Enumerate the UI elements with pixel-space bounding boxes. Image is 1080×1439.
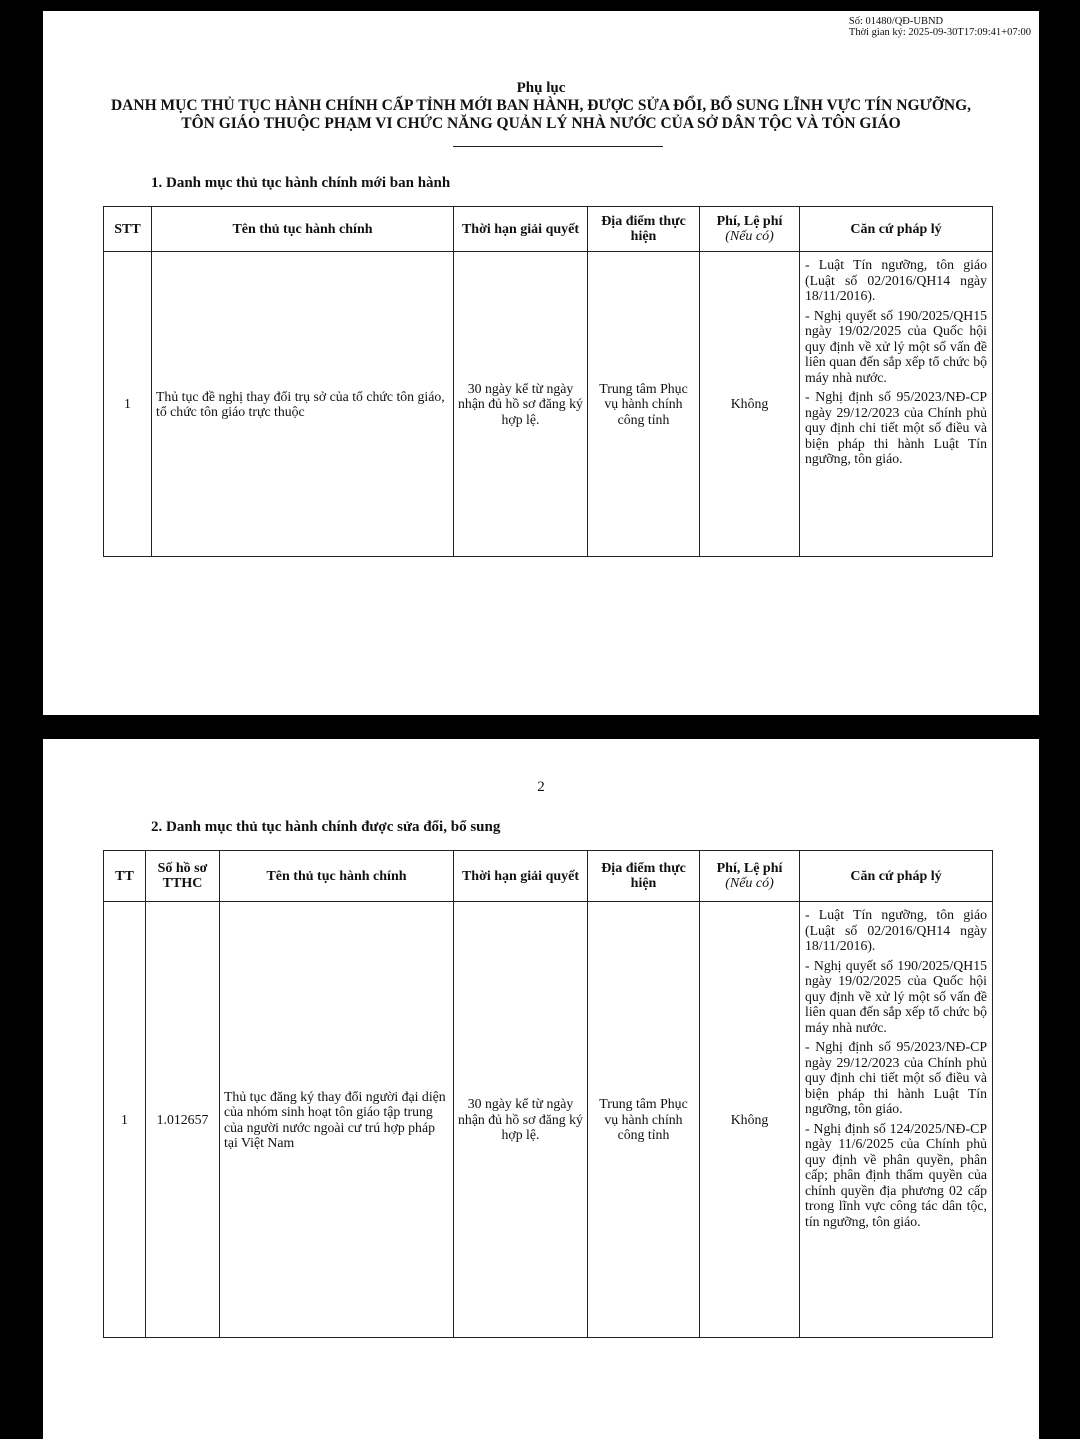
col-header-tt: TT xyxy=(104,851,146,902)
stamp-number: Số: 01480/QĐ-UBND xyxy=(848,16,944,27)
col-header-name: Tên thủ tục hành chính xyxy=(152,207,454,252)
cell-record-no: 1.012657 xyxy=(146,902,220,1338)
legal-item: - Luật Tín ngưỡng, tôn giáo (Luật số 02/2016/QH14 ngày 18/11/2016). xyxy=(805,257,987,303)
signature-stamp xyxy=(849,16,1031,38)
col-header-deadline: Thời hạn giải quyết xyxy=(454,207,588,252)
cell-legal-basis xyxy=(800,902,993,1338)
cell-fee: Không xyxy=(700,252,800,557)
fee-label: Phí, Lệ phí xyxy=(716,861,783,876)
page-number: 2 xyxy=(537,779,545,795)
cell-location: Trung tâm Phục vụ hành chính công tỉnh xyxy=(588,252,700,557)
cell-location: Trung tâm Phục vụ hành chính công tỉnh xyxy=(588,902,700,1338)
procedure-table-new xyxy=(103,206,993,557)
document-title: DANH MỤC THỦ TỤC HÀNH CHÍNH CẤP TỈNH MỚI BAN HÀNH, ĐƯỢC SỬA ĐỔI, BỔ SUNG LĨNH VỰC TÍN NGƯỠNG, TÔN GIÁO THUỘC PHẠM VI CHỨC NĂNG QUẢN LÝ NHÀ NƯỚC CỦA SỞ DÂN TỘC VÀ TÔN GIÁO xyxy=(110,97,972,132)
col-header-record-no: Số hồ sơ TTHC xyxy=(146,851,220,902)
section-2-heading: 2. Danh mục thủ tục hành chính được sửa đổi, bổ sung xyxy=(151,819,501,835)
section-1-heading: 1. Danh mục thủ tục hành chính mới ban hành xyxy=(151,175,451,191)
legal-item: - Nghị định số 124/2025/NĐ-CP ngày 11/6/2025 của Chính phủ quy định về phân quyền, phân cấp; phân định thẩm quyền của chính quyền địa phương 02 cấp trong lĩnh vực công tác dân tộc, tín ngưỡng, tôn giáo. xyxy=(805,1120,987,1229)
fee-label: Phí, Lệ phí xyxy=(716,214,783,229)
appendix-label: Phụ lục xyxy=(516,80,566,96)
stamp-time: Thời gian ký: 2025-09-30T17:09:41+07:00 xyxy=(848,27,1031,38)
document-page-2 xyxy=(43,739,1039,1439)
legal-item: - Nghị quyết số 190/2025/QH15 ngày 19/02/2025 của Quốc hội quy định về xử lý một số vấn đề liên quan đến sắp xếp tổ chức bộ máy nhà nước. xyxy=(805,957,987,1035)
legal-item: - Nghị định số 95/2023/NĐ-CP ngày 29/12/2023 của Chính phủ quy định chi tiết một số điều và biện pháp thi hành Luật Tín ngưỡng, tôn giáo. xyxy=(805,389,987,466)
fee-note: (Nếu có) xyxy=(725,229,774,244)
cell-fee: Không xyxy=(700,902,800,1338)
col-header-stt: STT xyxy=(104,207,152,252)
cell-deadline: 30 ngày kể từ ngày nhận đủ hồ sơ đăng ký hợp lệ. xyxy=(454,902,588,1338)
table-row xyxy=(104,252,993,557)
fee-note: (Nếu có) xyxy=(725,876,774,891)
col-header-legal-basis: Căn cứ pháp lý xyxy=(800,851,993,902)
document-page-1 xyxy=(43,11,1039,715)
cell-tt: 1 xyxy=(104,902,146,1338)
cell-procedure-name: Thủ tục đề nghị thay đổi trụ sở của tổ chức tôn giáo, tổ chức tôn giáo trực thuộc xyxy=(152,252,454,557)
table-header-row xyxy=(104,207,993,252)
col-header-fee xyxy=(700,851,800,902)
col-header-location: Địa điểm thực hiện xyxy=(588,851,700,902)
cell-stt: 1 xyxy=(104,252,152,557)
cell-legal-basis xyxy=(800,252,993,557)
cell-deadline: 30 ngày kể từ ngày nhận đủ hồ sơ đăng ký hợp lệ. xyxy=(454,252,588,557)
col-header-location: Địa điểm thực hiện xyxy=(588,207,700,252)
col-header-fee xyxy=(700,207,800,252)
col-header-legal-basis: Căn cứ pháp lý xyxy=(800,207,993,252)
col-header-name: Tên thủ tục hành chính xyxy=(220,851,454,902)
legal-item: - Nghị quyết số 190/2025/QH15 ngày 19/02/2025 của Quốc hội quy định về xử lý một số vấn đề liên quan đến sắp xếp tổ chức bộ máy nhà nước. xyxy=(805,307,987,385)
col-header-deadline: Thời hạn giải quyết xyxy=(454,851,588,902)
title-divider xyxy=(453,146,663,147)
cell-procedure-name: Thủ tục đăng ký thay đổi người đại diện của nhóm sinh hoạt tôn giáo tập trung của người nước ngoài cư trú hợp pháp tại Việt Nam xyxy=(220,902,454,1338)
procedure-table-amended xyxy=(103,850,993,1338)
table-row xyxy=(104,902,993,1338)
table-header-row xyxy=(104,851,993,902)
legal-item: - Luật Tín ngưỡng, tôn giáo (Luật số 02/2016/QH14 ngày 18/11/2016). xyxy=(805,907,987,953)
legal-item: - Nghị định số 95/2023/NĐ-CP ngày 29/12/2023 của Chính phủ quy định chi tiết một số điều và biện pháp thi hành Luật Tín ngưỡng, tôn giáo. xyxy=(805,1039,987,1116)
